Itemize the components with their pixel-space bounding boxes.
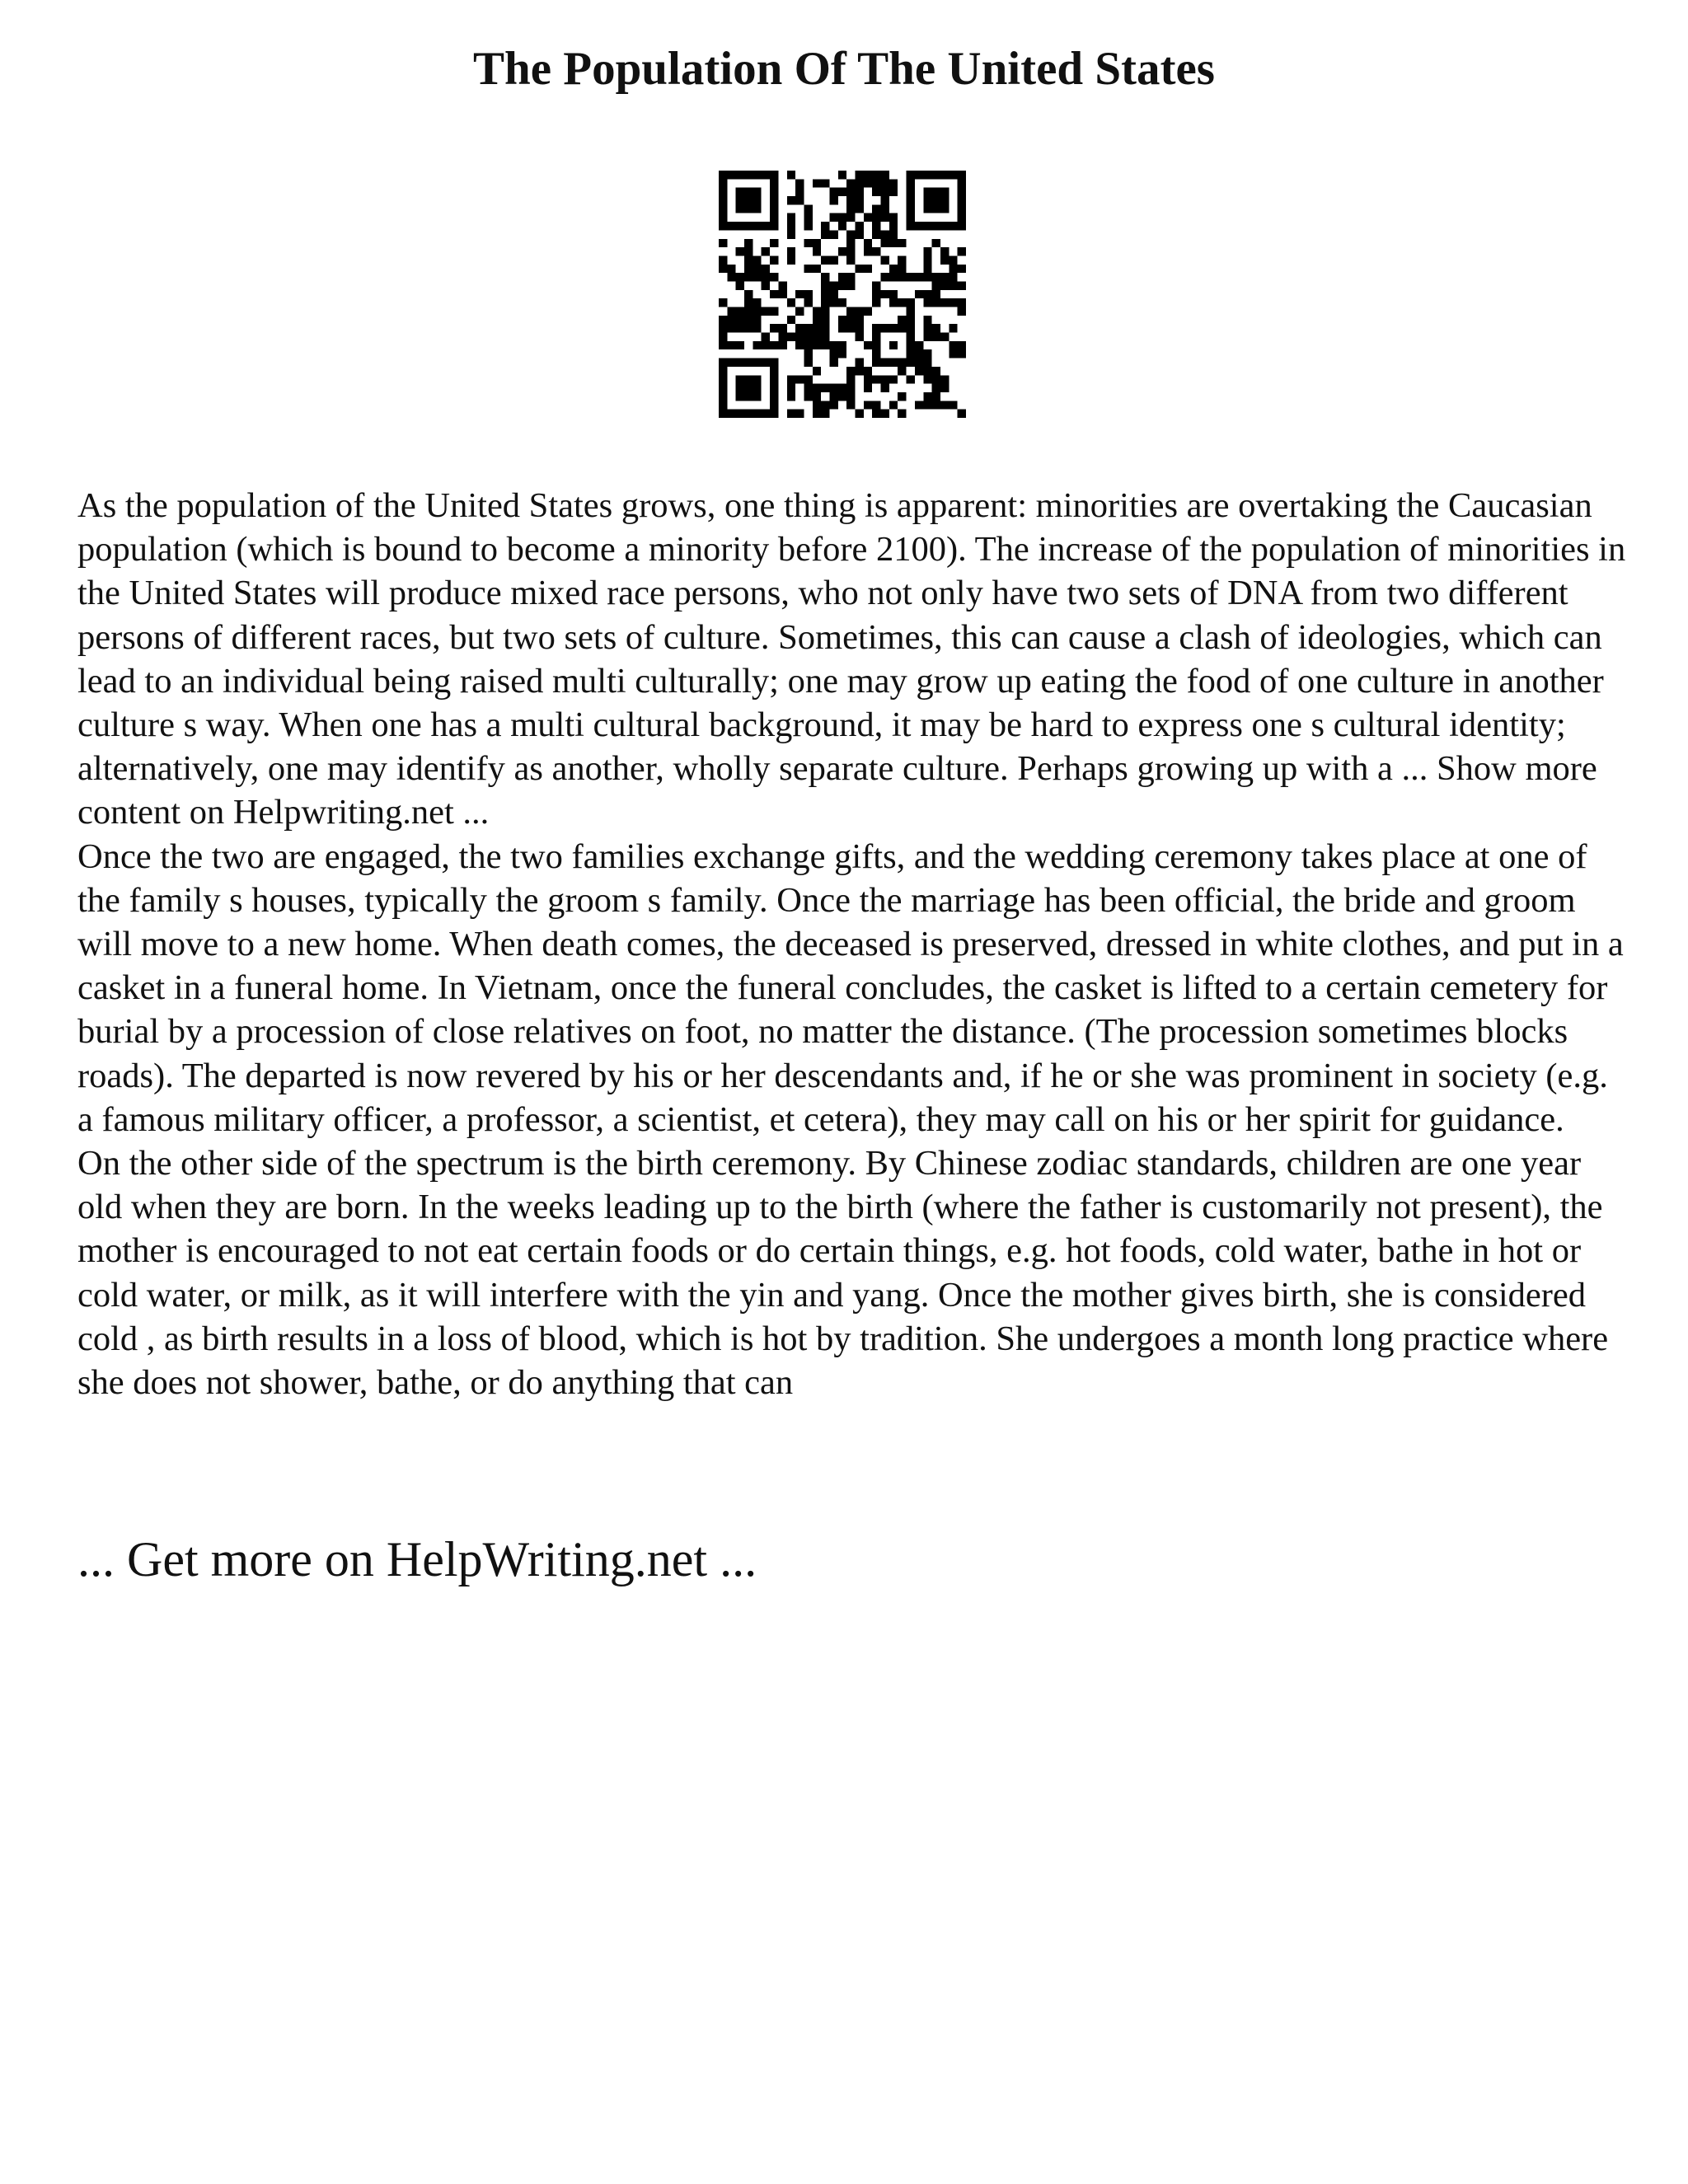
page-title: The Population Of The United States: [473, 43, 1215, 95]
get-more-link[interactable]: ... Get more on HelpWriting.net ...: [77, 1532, 757, 1586]
paragraph-birth-ceremony: On the other side of the spectrum is the birth ceremony. By Chinese zodiac standards, children are one year old when they are born. In the weeks leading up to the birth (where the father is customarily not present), the mother is encouraged to not eat certain foods or do certain things, e.g. hot foods, cold water, bathe in hot or cold water, or milk, as it will interfere with the yin and yang. Once the mother gives birth, she is considered cold , as birth results in a loss of blood, which is hot by tradition. She undergoes a month long practice where she does not shower, bathe, or do anything that can: [77, 1144, 1609, 1403]
article-body: [77, 484, 1627, 1404]
paragraph-wedding-funeral: Once the two are engaged, the two families exchange gifts, and the wedding ceremony takes place at one of the family s houses, typically the groom s family. Once the marriage has been official, the bride and groom will move to a new home. When death comes, the deceased is preserved, dressed in white clothes, and put in a casket in a funeral home. In Vietnam, once the funeral concludes, the casket is lifted to a certain cemetery for burial by a procession of close relatives on foot, no matter the distance. (The procession sometimes blocks roads). The departed is now revered by his or her descendants and, if he or she was prominent in society (e.g. a famous military officer, a professor, a scientist, et cetera), they may call on his or her spirit for guidance.: [77, 837, 1624, 1139]
qr-code-icon: [719, 171, 966, 418]
paragraph-intro: As the population of the United States grows, one thing is apparent: minorities are overtaking the Caucasian population (which is bound to become a minority before 2100). The increase of the population of minorities in the United States will produce mixed race persons, who not only have two sets of DNA from two different persons of different races, but two sets of culture. Sometimes, this can cause a clash of ideologies, which can lead to an individual being raised multi culturally; one may grow up eating the food of one culture in another culture s way. When one has a multi cultural background, it may be hard to express one s cultural identity; alternatively, one may identify as another, wholly separate culture. Perhaps growing up with a ... Show more content on Helpwriting.net ...: [77, 486, 1626, 832]
